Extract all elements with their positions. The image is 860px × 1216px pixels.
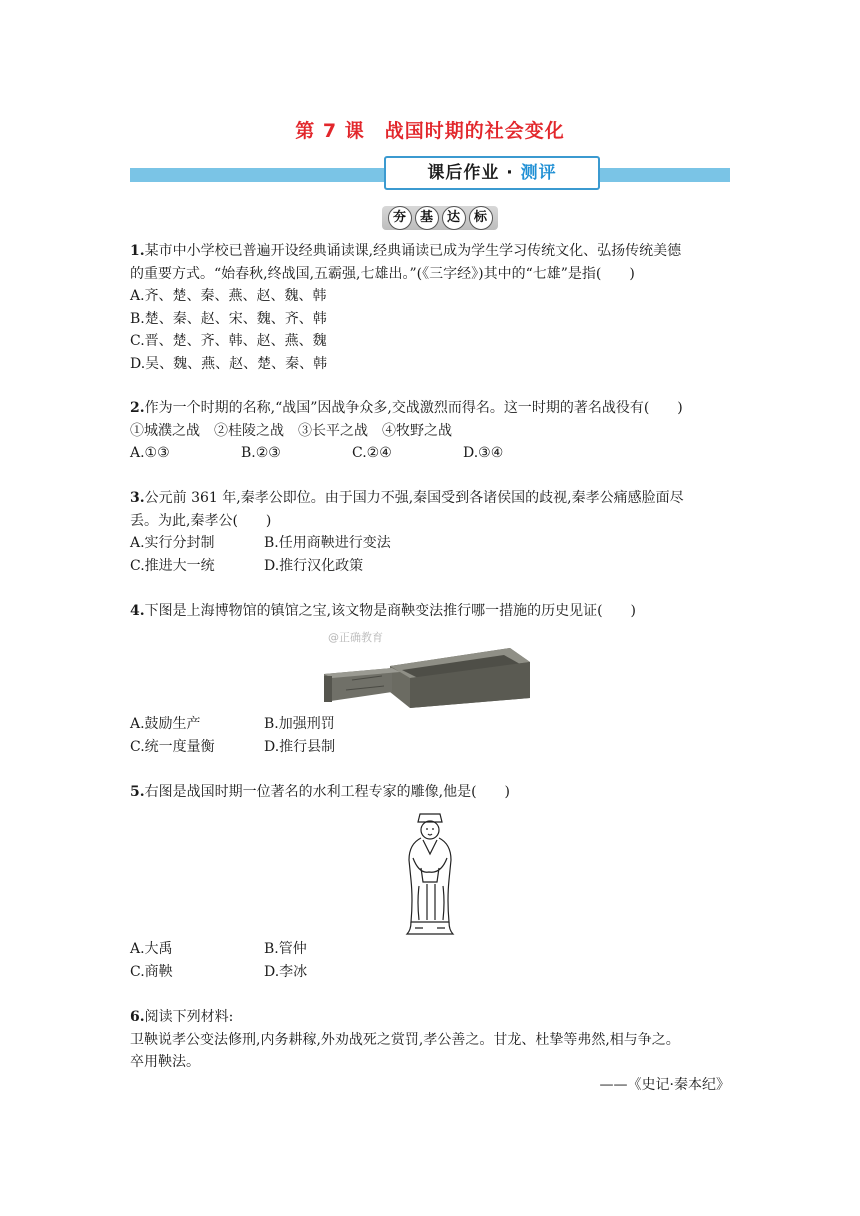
badge-char: 达 bbox=[442, 206, 466, 230]
question-6 bbox=[130, 1006, 740, 1096]
banner-part2: 测评 bbox=[520, 163, 557, 183]
question-stem: 的重要方式。“始春秋,终战国,五霸强,七雄出。”(《三字经》)其中的“七雄”是指( ) bbox=[130, 265, 635, 282]
option-d[interactable]: D.吴、魏、燕、赵、楚、秦、韩 bbox=[130, 355, 328, 372]
option-d[interactable]: D.李冰 bbox=[264, 963, 308, 980]
li-bing-statue-image bbox=[401, 810, 459, 938]
question-number: 6. bbox=[130, 1009, 145, 1025]
question-4-options bbox=[130, 713, 740, 758]
option-c[interactable]: C.商鞅 bbox=[130, 963, 173, 980]
question-3 bbox=[130, 487, 740, 577]
option-b[interactable]: B.②③ bbox=[241, 445, 281, 461]
badge-char: 标 bbox=[469, 206, 493, 230]
question-number: 1. bbox=[130, 243, 145, 259]
question-5 bbox=[130, 781, 740, 804]
badge-char: 基 bbox=[415, 206, 439, 230]
material-text: 卒用鞅法。 bbox=[130, 1054, 200, 1070]
option-c[interactable]: C.晋、楚、齐、韩、赵、燕、魏 bbox=[130, 333, 327, 349]
question-stem: 阅读下列材料: bbox=[144, 1009, 234, 1025]
question-stem: 公元前 361 年,秦孝公即位。由于国力不强,秦国受到各诸侯国的歧视,秦孝公痛感脸面尽 bbox=[144, 490, 684, 506]
question-number: 3. bbox=[130, 490, 145, 506]
lesson-name: 战国时期的社会变化 bbox=[384, 120, 565, 142]
option-c[interactable]: C.统一度量衡 bbox=[130, 738, 215, 755]
section-badge bbox=[382, 206, 498, 230]
option-d[interactable]: D.推行县制 bbox=[264, 738, 336, 755]
option-d[interactable]: D.③④ bbox=[463, 445, 504, 461]
question-stem: 某市中小学校已普遍开设经典诵读课,经典诵读已成为学生学习传统文化、弘扬传统美德 bbox=[144, 243, 682, 259]
option-c[interactable]: C.推进大一统 bbox=[130, 557, 215, 574]
lesson-number: 第 7 课 bbox=[295, 120, 365, 142]
option-b[interactable]: B.任用商鞅进行变法 bbox=[264, 535, 391, 551]
option-c[interactable]: C.②④ bbox=[352, 445, 392, 461]
option-b[interactable]: B.加强刑罚 bbox=[264, 716, 335, 732]
lesson-title bbox=[0, 116, 860, 143]
material-source: ——《史记·秦本纪》 bbox=[599, 1076, 730, 1093]
question-number: 2. bbox=[130, 400, 145, 416]
question-stem: 丢。为此,秦孝公( ) bbox=[130, 512, 272, 529]
question-number: 4. bbox=[130, 603, 145, 619]
question-number: 5. bbox=[130, 784, 145, 800]
question-stem: ①城濮之战 ②桂陵之战 ③长平之战 ④牧野之战 bbox=[130, 422, 452, 439]
option-a[interactable]: A.大禹 bbox=[130, 941, 173, 957]
option-b[interactable]: B.楚、秦、赵、宋、魏、齐、韩 bbox=[130, 310, 327, 327]
question-5-options bbox=[130, 938, 740, 983]
question-stem: 下图是上海博物馆的镇馆之宝,该文物是商鞅变法推行哪一措施的历史见证( ) bbox=[144, 603, 636, 619]
question-stem: 作为一个时期的名称,“战国”因战争众多,交战激烈而得名。这一时期的著名战役有( ) bbox=[144, 400, 683, 416]
badge-char: 夯 bbox=[388, 206, 412, 230]
option-a[interactable]: A.①③ bbox=[130, 445, 170, 461]
material-text: 卫鞅说孝公变法修刑,内务耕稼,外劝战死之赏罚,孝公善之。甘龙、杜挚等弗然,相与争之。 bbox=[130, 1031, 680, 1048]
banner-dot: · bbox=[506, 163, 514, 183]
question-4 bbox=[130, 600, 740, 623]
question-1 bbox=[130, 240, 740, 375]
option-d[interactable]: D.推行汉化政策 bbox=[264, 557, 364, 574]
image-watermark: @正确教育 bbox=[328, 631, 383, 644]
banner-part1: 课后作业 bbox=[427, 163, 500, 183]
question-stem: 右图是战国时期一位著名的水利工程专家的雕像,他是( ) bbox=[144, 784, 510, 800]
option-b[interactable]: B.管仲 bbox=[264, 941, 307, 957]
homework-banner bbox=[384, 156, 600, 190]
option-a[interactable]: A.实行分封制 bbox=[130, 535, 215, 551]
option-a[interactable]: A.齐、楚、秦、燕、赵、魏、韩 bbox=[130, 288, 327, 304]
question-2 bbox=[130, 397, 740, 465]
option-a[interactable]: A.鼓励生产 bbox=[130, 716, 201, 732]
bronze-measure-image bbox=[322, 628, 532, 710]
